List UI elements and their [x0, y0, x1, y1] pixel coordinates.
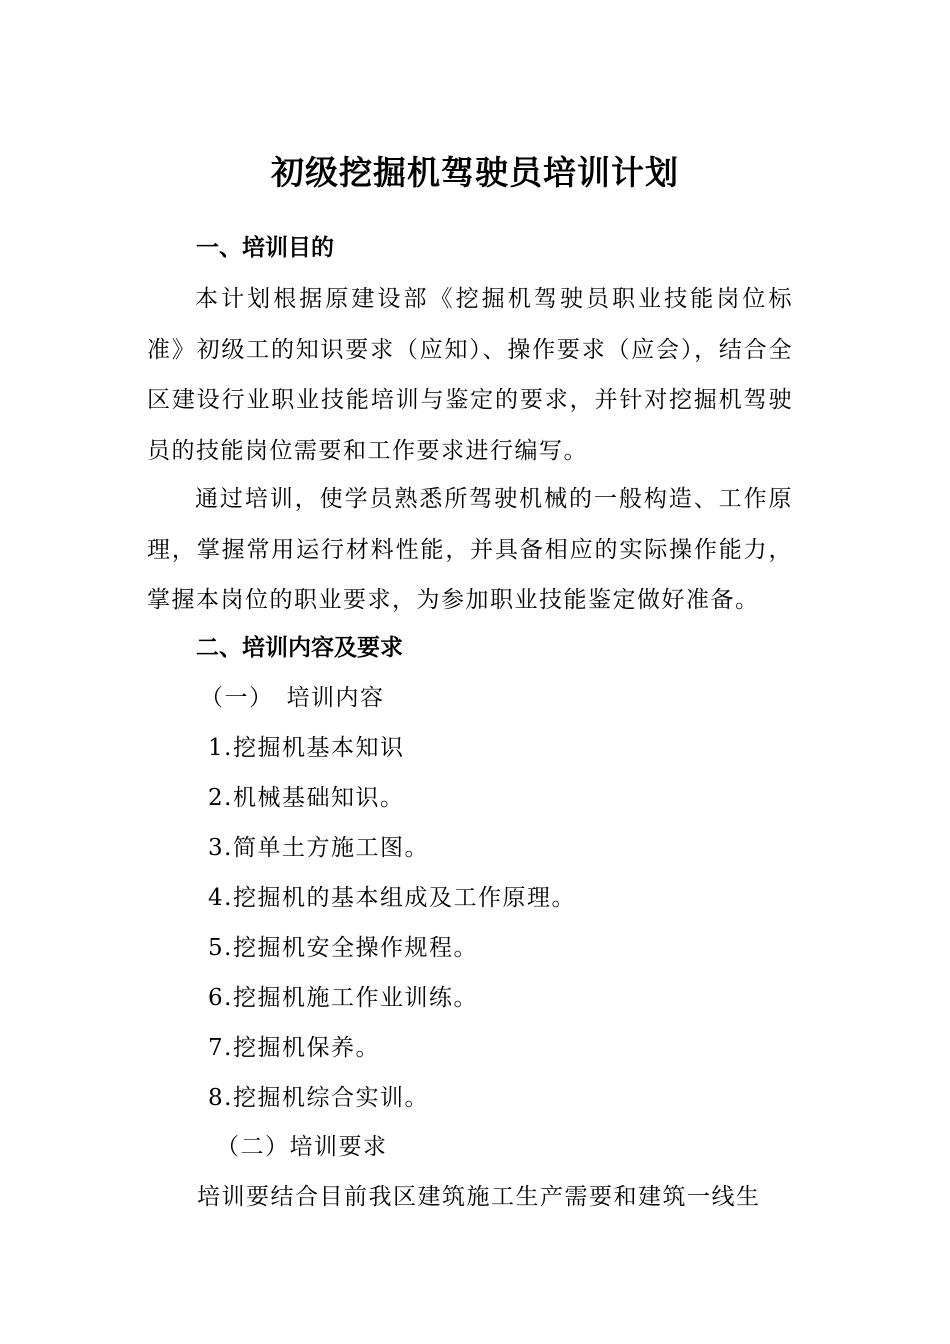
- section-heading-purpose: 一、培训目的: [196, 235, 334, 261]
- subsection-heading-content: （一） 培训内容: [200, 685, 385, 711]
- paragraph-purpose-basis: 本计划根据原建设部《挖掘机驾驶员职业技能岗位标准》初级工的知识要求（应知）、操作要求（应会），结合全区建设行业职业技能培训与鉴定的要求，并针对挖掘机驾驶员的技能岗位需要和工作要求进行编写。: [147, 286, 793, 464]
- document-title: 初级挖掘机驾驶员培训计划: [271, 153, 679, 192]
- list-item: 7.挖掘机保养。: [208, 1035, 380, 1061]
- list-item: 2.机械基础知识。: [208, 785, 405, 811]
- list-item: 1.挖掘机基本知识: [208, 735, 405, 761]
- paragraph-requirements: 培训要结合目前我区建筑施工生产需要和建筑一线生: [197, 1184, 761, 1210]
- list-item: 5.挖掘机安全操作规程。: [208, 935, 478, 961]
- subsection-heading-requirements: （二）培训要求: [216, 1134, 388, 1160]
- list-item: 4.挖掘机的基本组成及工作原理。: [208, 885, 576, 911]
- list-item: 8.挖掘机综合实训。: [208, 1085, 429, 1111]
- list-item: 6.挖掘机施工作业训练。: [208, 985, 478, 1011]
- paragraph-purpose-goal: 通过培训，使学员熟悉所驾驶机械的一般构造、工作原理，掌握常用运行材料性能，并具备相应的实际操作能力，掌握本岗位的职业要求，为参加职业技能鉴定做好准备。: [147, 486, 793, 613]
- list-item: 3.简单土方施工图。: [208, 835, 429, 861]
- section-heading-content: 二、培训内容及要求: [196, 635, 403, 661]
